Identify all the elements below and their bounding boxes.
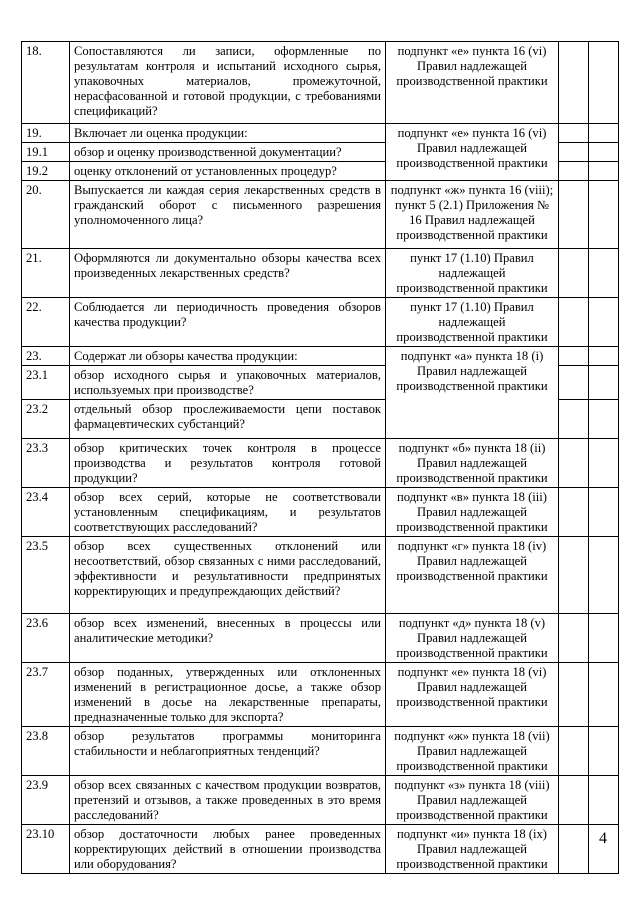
item-number: 19.2	[22, 162, 70, 181]
item-number: 23.6	[22, 614, 70, 663]
note-cell	[589, 249, 619, 298]
question-text: Сопоставляются ли записи, оформленные по результатам контроля и испытаний исходного сырья, упаковочных материалов, промежуточной, нерасфасованной и готовой продукции, с требованиями спецификаций?	[70, 42, 386, 124]
item-number: 23.1	[22, 366, 70, 400]
note-cell	[589, 614, 619, 663]
page-number: 4	[599, 830, 607, 847]
answer-cell	[559, 347, 589, 366]
note-cell	[589, 400, 619, 439]
question-text: обзор всех существенных отклонений или несоответствий, обзор связанных с ними расследований, эффективности и результативности предпринятых корректирующих и предупреждающих действий?	[70, 537, 386, 614]
question-text: отдельный обзор прослеживаемости цепи поставок фармацевтических субстанций?	[70, 400, 386, 439]
item-number: 22.	[22, 298, 70, 347]
table-row	[22, 439, 619, 488]
reference-text: подпункт «з» пункта 18 (viii) Правил надлежащей производственной практики	[386, 776, 559, 825]
table-row	[22, 124, 619, 143]
reference-text: подпункт «е» пункта 16 (vi) Правил надлежащей производственной практики	[386, 42, 559, 124]
question-text: обзор и оценку производственной документации?	[70, 143, 386, 162]
checklist-table	[21, 41, 619, 874]
table-row	[22, 181, 619, 249]
question-text: обзор критических точек контроля в процессе производства и результатов контроля готовой продукции?	[70, 439, 386, 488]
item-number: 19.1	[22, 143, 70, 162]
answer-cell	[559, 181, 589, 249]
note-cell	[589, 298, 619, 347]
answer-cell	[559, 614, 589, 663]
question-text: Выпускается ли каждая серия лекарственных средств в гражданский оборот с письменного разрешения уполномоченного лица?	[70, 181, 386, 249]
note-cell	[589, 347, 619, 366]
reference-text: подпункт «а» пункта 18 (i) Правил надлежащей производственной практики	[386, 347, 559, 439]
table-row	[22, 727, 619, 776]
question-text: обзор результатов программы мониторинга стабильности и неблагоприятных тенденций?	[70, 727, 386, 776]
item-number: 23.8	[22, 727, 70, 776]
answer-cell	[559, 488, 589, 537]
question-text: оценку отклонений от установленных процедур?	[70, 162, 386, 181]
answer-cell	[559, 439, 589, 488]
answer-cell	[559, 124, 589, 143]
note-cell	[589, 366, 619, 400]
note-cell	[589, 439, 619, 488]
table-row	[22, 614, 619, 663]
question-text: обзор поданных, утвержденных или отклоненных изменений в регистрационное досье, а также обзор изменений в досье на лекарственные препараты, предназначенные только для экспорта?	[70, 663, 386, 727]
table-row	[22, 537, 619, 614]
answer-cell	[559, 42, 589, 124]
question-text: обзор всех связанных с качеством продукции возвратов, претензий и отзывов, а также проведенных в это время расследований?	[70, 776, 386, 825]
note-cell	[589, 181, 619, 249]
reference-text: подпункт «ж» пункта 16 (viii); пункт 5 (2.1) Приложения № 16 Правил надлежащей производственной практики	[386, 181, 559, 249]
note-cell	[589, 727, 619, 776]
note-cell	[589, 488, 619, 537]
note-cell	[589, 663, 619, 727]
item-number: 23.3	[22, 439, 70, 488]
reference-text: подпункт «д» пункта 18 (v) Правил надлежащей производственной практики	[386, 614, 559, 663]
question-text: Оформляются ли документально обзоры качества всех произведенных лекарственных средств?	[70, 249, 386, 298]
question-text: Включает ли оценка продукции:	[70, 124, 386, 143]
table-row	[22, 347, 619, 366]
table-row	[22, 249, 619, 298]
item-number: 23.9	[22, 776, 70, 825]
question-text: обзор всех серий, которые не соответствовали установленным спецификациям, и результатов соответствующих расследований?	[70, 488, 386, 537]
answer-cell	[559, 298, 589, 347]
item-number: 23.7	[22, 663, 70, 727]
note-cell	[589, 42, 619, 124]
reference-text: подпункт «в» пункта 18 (iii) Правил надлежащей производственной практики	[386, 488, 559, 537]
note-cell	[589, 162, 619, 181]
answer-cell	[559, 162, 589, 181]
item-number: 23.	[22, 347, 70, 366]
answer-cell	[559, 663, 589, 727]
answer-cell	[559, 249, 589, 298]
reference-text: подпункт «г» пункта 18 (iv) Правил надлежащей производственной практики	[386, 537, 559, 614]
question-text: обзор исходного сырья и упаковочных материалов, используемых при производстве?	[70, 366, 386, 400]
table-row	[22, 825, 619, 874]
question-text: обзор достаточности любых ранее проведенных корректирующих действий в отношении производства или оборудования?	[70, 825, 386, 874]
item-number: 23.2	[22, 400, 70, 439]
item-number: 23.4	[22, 488, 70, 537]
reference-text: подпункт «б» пункта 18 (ii) Правил надлежащей производственной практики	[386, 439, 559, 488]
item-number: 20.	[22, 181, 70, 249]
reference-text: подпункт «и» пункта 18 (ix) Правил надлежащей производственной практики	[386, 825, 559, 874]
answer-cell	[559, 727, 589, 776]
answer-cell	[559, 537, 589, 614]
item-number: 23.10	[22, 825, 70, 874]
table-row	[22, 42, 619, 124]
question-text: Содержат ли обзоры качества продукции:	[70, 347, 386, 366]
reference-text: пункт 17 (1.10) Правил надлежащей производственной практики	[386, 298, 559, 347]
note-cell	[589, 537, 619, 614]
reference-text: подпункт «е» пункта 16 (vi) Правил надлежащей производственной практики	[386, 124, 559, 181]
note-cell	[589, 776, 619, 825]
table-row	[22, 776, 619, 825]
answer-cell	[559, 400, 589, 439]
table-row	[22, 663, 619, 727]
reference-text: подпункт «е» пункта 18 (vi) Правил надлежащей производственной практики	[386, 663, 559, 727]
item-number: 18.	[22, 42, 70, 124]
answer-cell	[559, 776, 589, 825]
answer-cell	[559, 366, 589, 400]
question-text: обзор всех изменений, внесенных в процессы или аналитические методики?	[70, 614, 386, 663]
table-row	[22, 298, 619, 347]
answer-cell	[559, 143, 589, 162]
note-cell	[589, 143, 619, 162]
item-number: 21.	[22, 249, 70, 298]
reference-text: подпункт «ж» пункта 18 (vii) Правил надлежащей производственной практики	[386, 727, 559, 776]
item-number: 23.5	[22, 537, 70, 614]
reference-text: пункт 17 (1.10) Правил надлежащей производственной практики	[386, 249, 559, 298]
table-row	[22, 488, 619, 537]
item-number: 19.	[22, 124, 70, 143]
note-cell	[589, 124, 619, 143]
question-text: Соблюдается ли периодичность проведения обзоров качества продукции?	[70, 298, 386, 347]
answer-cell	[559, 825, 589, 874]
